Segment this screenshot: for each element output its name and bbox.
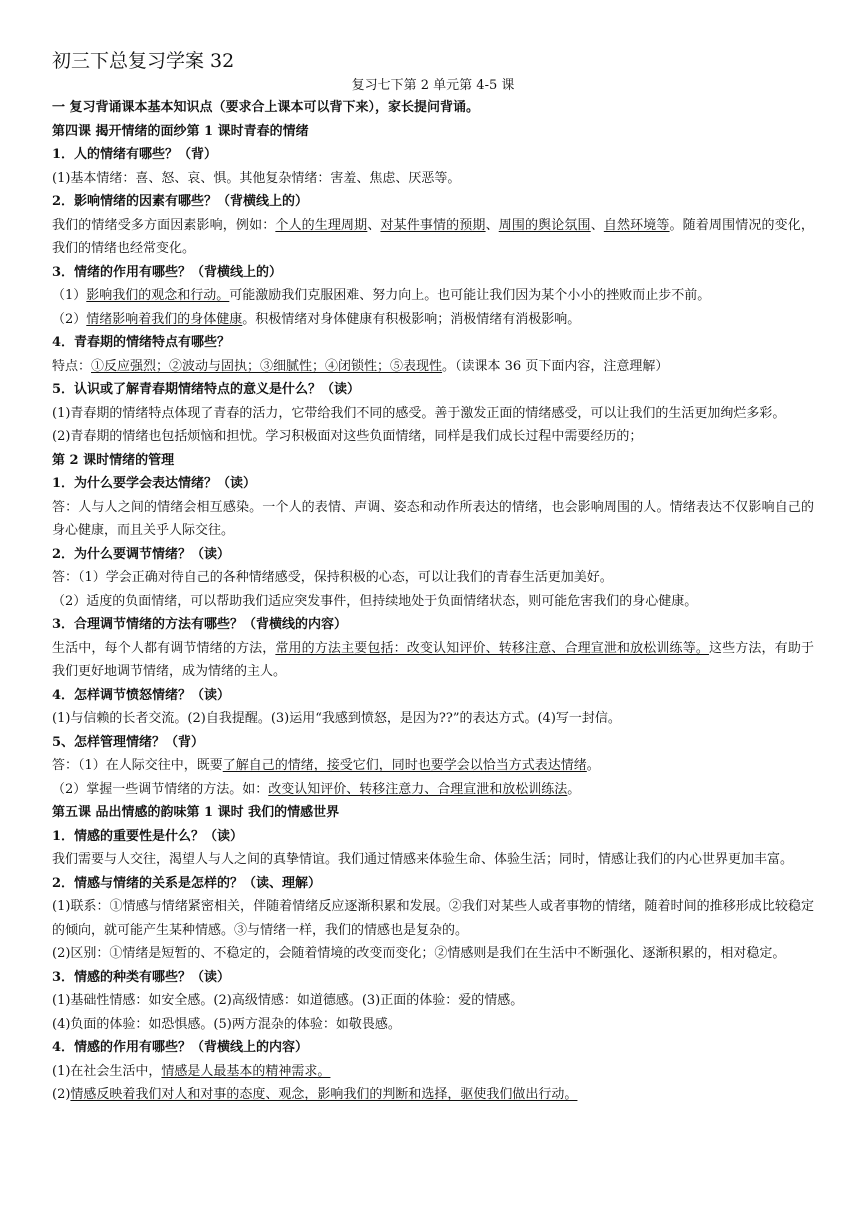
l4b-q3-answer [52, 637, 814, 684]
l4-q2: 2．影响情绪的因素有哪些？（背横线上的） [52, 194, 309, 209]
l4-q1-answer: (1)基本情绪：喜、怒、哀、惧。其他复杂情绪：害羞、焦虑、厌恶等。 [52, 170, 461, 186]
l5-q3-answer-2: (4)负面的体验：如恐惧感。(5)两方混杂的体验：如敬畏感。 [52, 1016, 401, 1032]
l4b-q1-answer: 答：人与人之间的情绪会相互感染。一个人的表情、声调、姿态和动作所表达的情绪，也会影响周围的人。情绪表达不仅影响自己的身心健康，而且关乎人际交往。 [52, 499, 814, 538]
text-span: 。 [586, 758, 600, 773]
page-subtitle: 复习七下第 2 单元第 4-5 课 [351, 78, 515, 93]
l4-q5-answer-2: (2)青春期的情绪也包括烦恼和担忧。学习积极面对这些负面情绪，同样是我们成长过程中需要经历的； [52, 429, 643, 444]
l5-q3-answer-1: (1)基础性情感：如安全感。(2)高级情感：如道德感。(3)正面的体验：爱的情感。 [52, 993, 524, 1008]
lesson4b-heading: 第 2 课时情绪的管理 [52, 452, 175, 468]
underlined-text: 情绪影响着我们的身体健康 [86, 311, 243, 327]
lesson4-heading: 第四课 揭开情绪的面纱第 1 课时青春的情绪 [52, 123, 309, 139]
underlined-text: 改变认知评价、转移注意力、合理宣泄和放松训练法 [268, 781, 568, 797]
l4-q3-answer-2 [52, 308, 814, 332]
underlined-text: 个人的生理周期 [275, 217, 368, 233]
text-span: 。（读课本 36 页下面内容，注意理解） [442, 358, 669, 374]
underlined-text: 周围的舆论氛围 [498, 217, 591, 233]
underlined-text: 情感是人最基本的精神需求。 [161, 1063, 331, 1079]
l4b-q2-answer-1: 答：（1）学会正确对待自己的各种情绪感受，保持积极的心态，可以让我们的青春生活更加美好。 [52, 570, 613, 585]
l5-q1: 1．情感的重要性是什么？（读） [52, 828, 244, 844]
text-span: 生活中，每个人都有调节情绪的方法， [52, 640, 276, 656]
text-span: 这些方法，有助于我们更好地调节情绪，成为情绪的主人。 [52, 640, 814, 679]
text-span: （2）掌握一些调节情绪的方法。如： [52, 781, 269, 797]
text-span: （2） [52, 311, 87, 327]
l4b-q5-answer-2 [52, 778, 814, 802]
l4b-q3: 3．合理调节情绪的方法有哪些？（背横线的内容） [52, 617, 348, 632]
text-span: (1)在社会生活中， [52, 1063, 162, 1079]
l5-q2-answer-1: (1)联系：①情感与情绪紧密相关，伴随着情绪反应逐渐积累和发展。②我们对某些人或者事物的情绪，随着时间的推移形成比较稳定的倾向，就可能产生某种情感。③与情绪一样，我们的情感也是复杂的。 [52, 899, 814, 938]
text-span: 。 [567, 781, 581, 797]
l4-q3-answer-1 [52, 284, 814, 308]
underlined-text: 了解自己的情绪，接受它们，同时也要学会以恰当方式表达情绪 [222, 758, 587, 773]
document [52, 46, 814, 1107]
l4-q3: 3．情绪的作用有哪些？（背横线上的） [52, 264, 283, 280]
text-span: 特点： [52, 358, 92, 374]
l4b-q4: 4．怎样调节愤怒情绪？（读） [52, 687, 231, 703]
text-span: 答：（1）在人际交往中，既要 [52, 758, 223, 773]
l5-q1-answer: 我们需要与人交往，渴望人与人之间的真挚情谊。我们通过情感来体验生命、体验生活；同时，情感让我们的内心世界更加丰富。 [52, 852, 794, 867]
l4b-q4-answer: (1)与信赖的长者交流。(2)自我提醒。(3)运用“我感到愤怒，是因为??”的表达方式。(4)写一封信。 [52, 711, 621, 726]
l4-q5: 5．认识或了解青春期情绪特点的意义是什么？（读） [52, 382, 361, 397]
l5-q4-answer-1 [52, 1060, 814, 1084]
underlined-text: 影响我们的观念和行动。 [86, 288, 230, 303]
text-span: 、 [367, 217, 381, 233]
l4b-q5: 5、怎样管理情绪？（背） [52, 734, 205, 750]
l4-q2-answer [52, 214, 814, 261]
text-span: 可能激励我们克服困难、努力向上。也可能让我们因为某个小小的挫败而止步不前。 [229, 288, 711, 303]
l5-q3: 3．情感的种类有哪些？（读） [52, 969, 231, 985]
text-span: 。随着周围情况的变化，我们的情绪也经常变化。 [52, 217, 814, 256]
lesson5-heading: 第五课 品出情感的韵味第 1 课时 我们的情感世界 [52, 805, 340, 820]
text-span: 、 [485, 217, 499, 233]
underlined-text: 对某件事情的预期 [380, 217, 486, 233]
underlined-text: 自然环境等 [603, 217, 670, 233]
underlined-text: ①反应强烈；②波动与固执；③细腻性；④闭锁性；⑤表现性 [91, 358, 443, 374]
underlined-text: 情感反映着我们对人和对事的态度、观念，影响我们的判断和选择，驱使我们做出行动。 [70, 1087, 578, 1102]
text-span: 我们的情绪受多方面因素影响，例如： [52, 217, 276, 233]
l5-q2-answer-2: (2)区别：①情绪是短暂的、不稳定的，会随着情境的改变而变化；②情感则是我们在生活中不断强化、逐渐积累的，相对稳定。 [52, 946, 786, 961]
text-span: （1） [52, 288, 87, 303]
l5-q4-answer-2 [52, 1083, 814, 1107]
l4b-q2: 2．为什么要调节情绪？（读） [52, 546, 231, 562]
l4b-q2-answer-2: （2）适度的负面情绪，可以帮助我们适应突发事件，但持续地处于负面情绪状态，则可能危害我们的身心健康。 [52, 593, 698, 609]
l4-q1: 1．人的情绪有哪些？（背） [52, 147, 218, 162]
l5-q4: 4．情感的作用有哪些？（背横线上的内容） [52, 1040, 309, 1055]
l4-q5-answer-1: (1)青春期的情绪特点体现了青春的活力，它带给我们不同的感受。善于激发正面的情绪感受，可以让我们的生活更加绚烂多彩。 [52, 405, 786, 421]
l4b-q1: 1．为什么要学会表达情绪？（读） [52, 476, 257, 491]
l4-q4: 4．青春期的情绪特点有哪些？ [52, 335, 231, 350]
l4-q4-answer [52, 355, 814, 379]
underlined-text: 常用的方法主要包括：改变认知评价、转移注意、合理宣泄和放松训练等。 [275, 640, 709, 656]
l4b-q5-answer-1 [52, 754, 814, 778]
intro-heading: 一 复习背诵课本基本知识点（要求合上课本可以背下来），家长提问背诵。 [52, 100, 480, 115]
l5-q2: 2．情感与情绪的关系是怎样的？（读、理解） [52, 875, 322, 891]
page-title: 初三下总复习学案 32 [52, 50, 235, 72]
text-span: 、 [590, 217, 604, 233]
text-span: (2) [52, 1087, 71, 1102]
text-span: 。积极情绪对身体健康有积极影响；消极情绪有消极影响。 [242, 311, 581, 327]
